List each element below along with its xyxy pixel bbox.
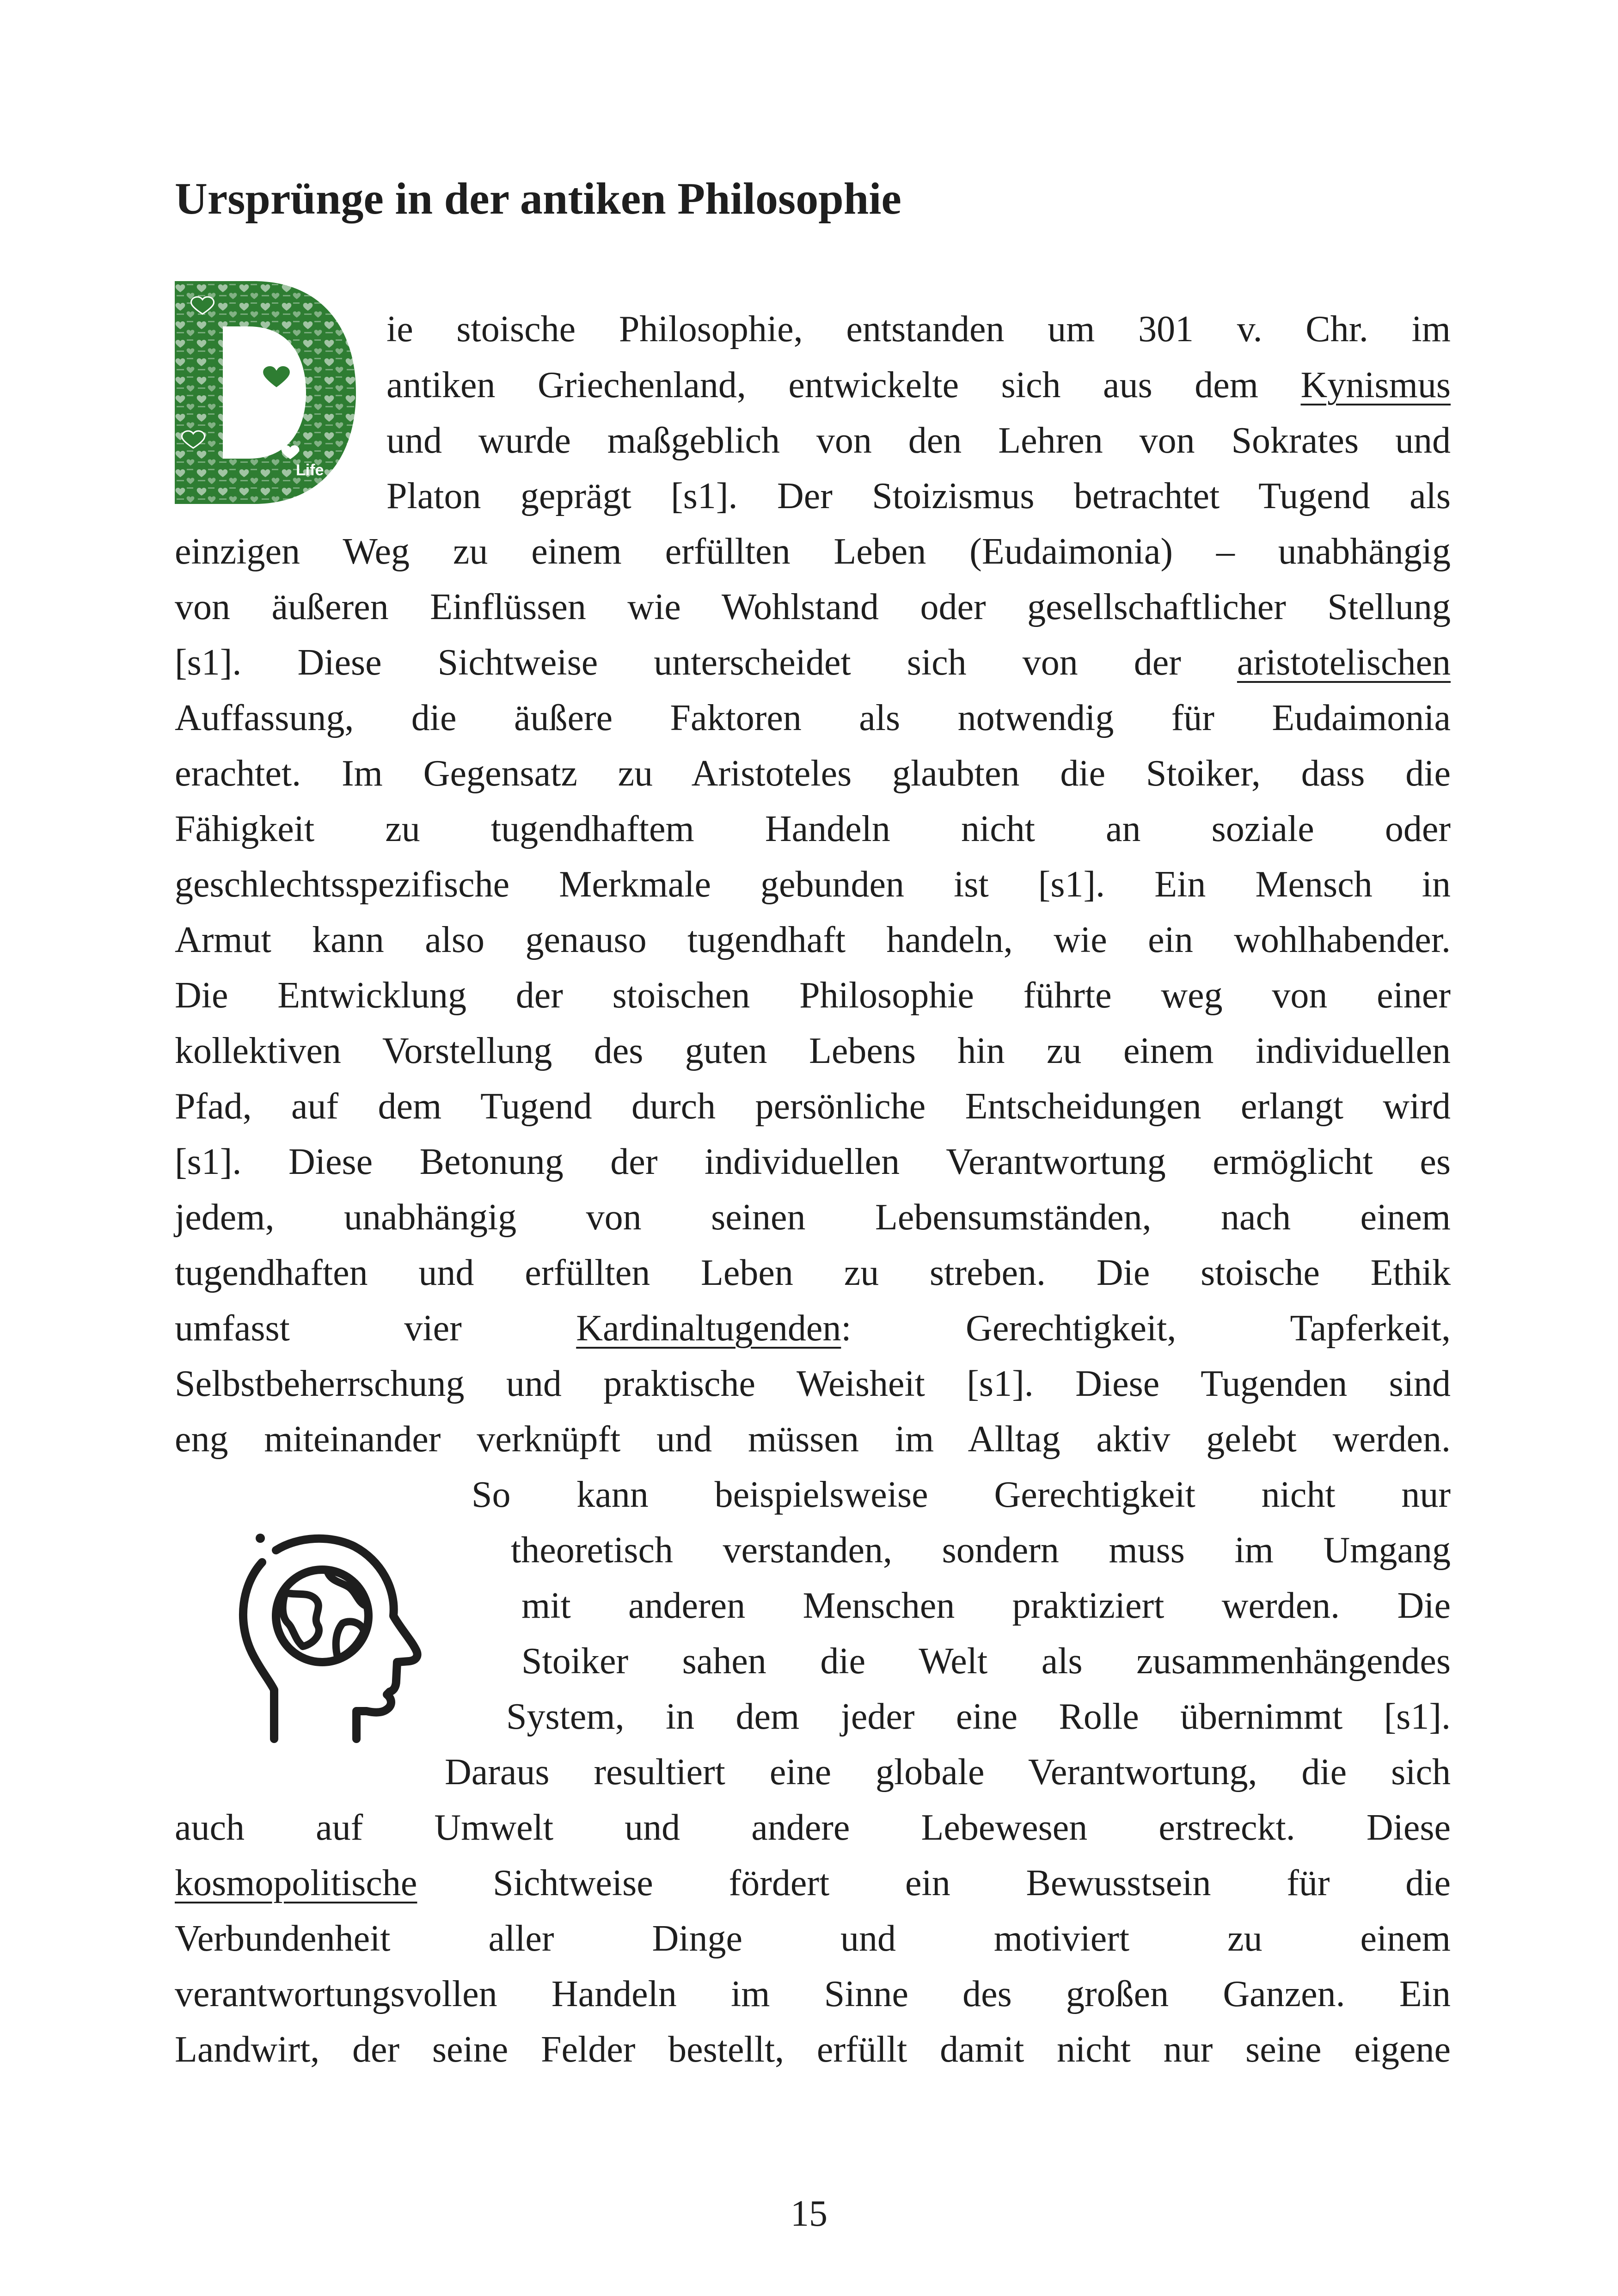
text-line: jedem, unabhängig von seinen Lebensumständen, nach einem [175,1197,1451,1238]
text-line: eng miteinander verknüpft und müssen im Alltag aktiv gelebt werden. [175,1419,1451,1460]
text-line: theoretisch verstanden, sondern muss im Umgang [511,1530,1451,1571]
text-line: erachtet. Im Gegensatz zu Aristoteles glaubten die Stoiker, dass die [175,753,1451,794]
text-line: kollektiven Vorstellung des guten Lebens hin zu einem individuellen [175,1031,1451,1071]
text-line: und wurde maßgeblich von den Lehren von Sokrates und [386,420,1451,461]
drop-cap-d-icon [175,281,356,504]
text-line: [s1]. Diese Sichtweise unterscheidet sich von der aristotelischen [175,642,1451,683]
text-line: umfasst vier Kardinaltugenden: Gerechtigkeit, Tapferkeit, [175,1308,1451,1349]
text-line: einzigen Weg zu einem erfüllten Leben (Eudaimonia) – unabhängig [175,531,1451,572]
text-line: Platon geprägt [s1]. Der Stoizismus betrachtet Tugend als [386,476,1451,516]
text-line: Die Entwicklung der stoischen Philosophie führte weg von einer [175,975,1451,1016]
text-line: von äußeren Einflüssen wie Wohlstand oder gesellschaftlicher Stellung [175,587,1451,627]
text-line: Auffassung, die äußere Faktoren als notwendig für Eudaimonia [175,698,1451,738]
text-line: auch auf Umwelt und andere Lebewesen erstreckt. Diese [175,1807,1451,1848]
text-line: mit anderen Menschen praktiziert werden. Die [521,1585,1451,1626]
link-kardinaltugenden[interactable]: Kardinaltugenden [576,1308,841,1349]
text-line: Stoiker sahen die Welt als zusammenhängendes [521,1641,1451,1682]
link-aristotelischen[interactable]: aristotelischen [1237,642,1451,683]
text-line: System, in dem jeder eine Rolle übernimmt [s1]. [506,1696,1451,1737]
link-kynismus[interactable]: Kynismus [1300,365,1451,405]
text-line: Fähigkeit zu tugendhaftem Handeln nicht an soziale oder [175,809,1451,849]
text-line: antiken Griechenland, entwickelte sich aus dem Kynismus [386,365,1451,405]
text-line: tugendhaften und erfüllten Leben zu streben. Die stoische Ethik [175,1252,1451,1293]
section-heading: Ursprünge in der antiken Philosophie [175,174,901,224]
drop-cap-logo-text: Life [296,461,324,479]
text-line: Pfad, auf dem Tugend durch persönliche Entscheidungen erlangt wird [175,1086,1451,1127]
text-line: Verbundenheit aller Dinge und motiviert zu einem [175,1918,1451,1959]
head-globe-icon [233,1528,428,1745]
text-line: Selbstbeherrschung und praktische Weisheit [s1]. Diese Tugenden sind [175,1363,1451,1404]
text-line: [s1]. Diese Betonung der individuellen Verantwortung ermöglicht es [175,1142,1451,1182]
text-line: ie stoische Philosophie, entstanden um 301 v. Chr. im [386,309,1451,350]
page-number: 15 [791,2193,827,2234]
text-line: kosmopolitische Sichtweise fördert ein Bewusstsein für die [175,1863,1451,1903]
text-line: verantwortungsvollen Handeln im Sinne des großen Ganzen. Ein [175,1974,1451,2014]
text-line: Landwirt, der seine Felder bestellt, erfüllt damit nicht nur seine eigene [175,2029,1451,2070]
text-line: Armut kann also genauso tugendhaft handeln, wie ein wohlhabender. [175,920,1451,960]
text-line: Daraus resultiert eine globale Verantwortung, die sich [445,1752,1451,1793]
text-line: geschlechtsspezifische Merkmale gebunden ist [s1]. Ein Mensch in [175,864,1451,905]
link-kosmopolitische[interactable]: kosmopolitische [175,1863,417,1903]
text-line: So kann beispielsweise Gerechtigkeit nicht nur [472,1474,1451,1515]
